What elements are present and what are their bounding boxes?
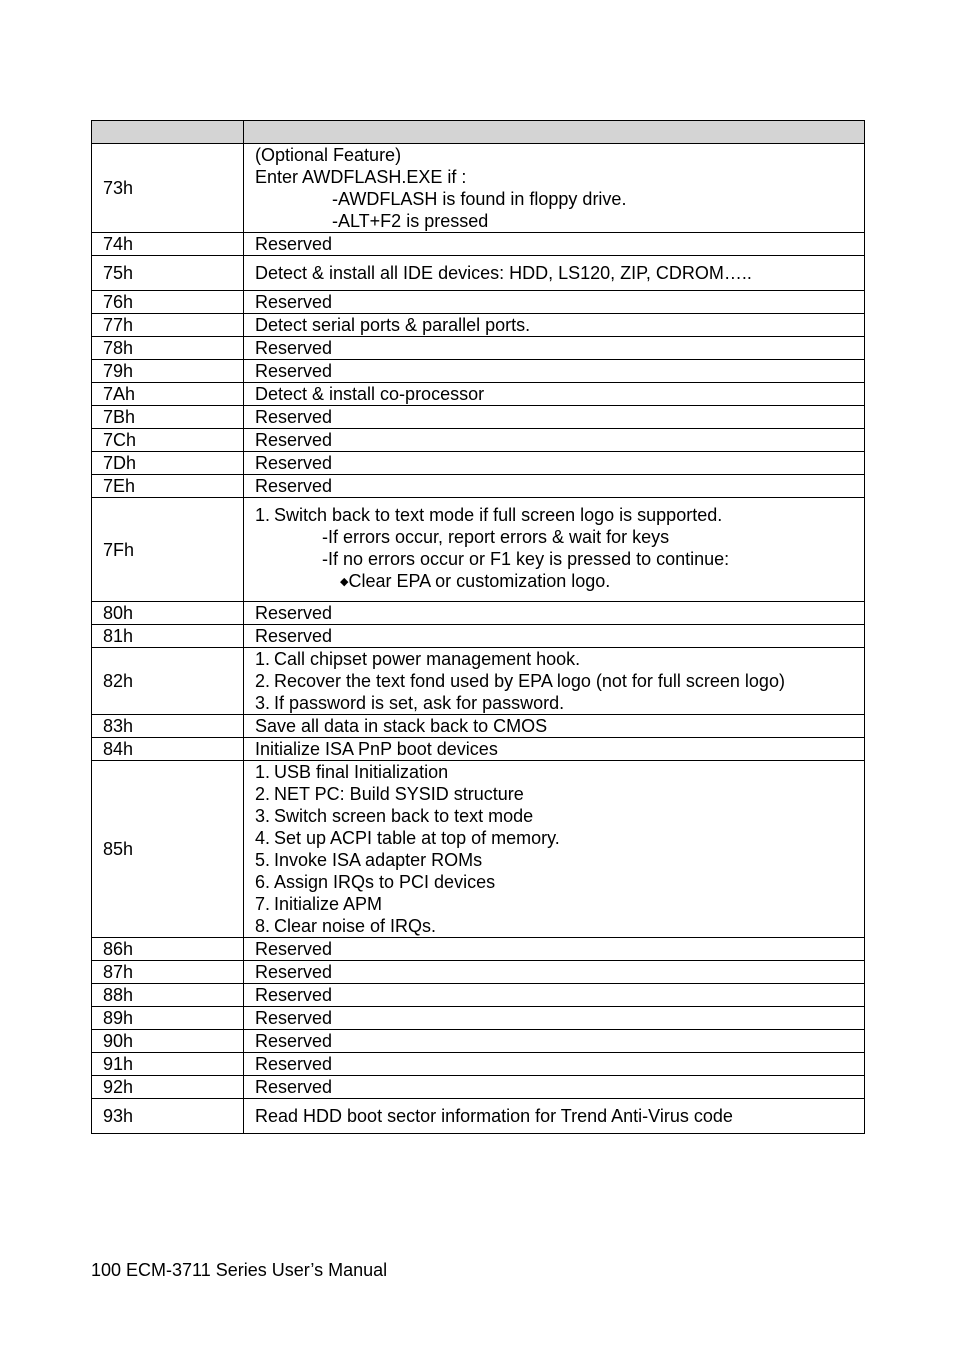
post-code-cell: 93h [92, 1099, 244, 1134]
line-text: NET PC: Build SYSID structure [274, 784, 524, 804]
description-line [255, 504, 864, 526]
table-row [92, 337, 865, 360]
line-text: Reserved [255, 603, 333, 623]
description-line [255, 337, 864, 359]
description-line [255, 783, 864, 805]
header-code [92, 121, 244, 144]
description-cell [244, 429, 865, 452]
post-code-cell: 80h [92, 602, 244, 625]
line-text: -AWDFLASH is found in floppy drive. [332, 189, 627, 209]
description-line [255, 805, 864, 827]
description-line [255, 602, 864, 624]
post-code-cell: 85h [92, 761, 244, 938]
description-line [255, 1076, 864, 1098]
description-cell [244, 314, 865, 337]
description-line [255, 233, 864, 255]
line-text: Reserved [255, 985, 333, 1005]
description-cell [244, 233, 865, 256]
post-code-cell: 7Bh [92, 406, 244, 429]
post-code-cell: 7Eh [92, 475, 244, 498]
line-text: Enter AWDFLASH.EXE if : [255, 167, 467, 187]
line-text: Reserved [255, 453, 333, 473]
description-cell [244, 1053, 865, 1076]
line-text: Reserved [255, 1008, 333, 1028]
line-text: Reserved [255, 626, 333, 646]
table-row [92, 961, 865, 984]
line-text: Detect serial ports & parallel ports. [255, 315, 531, 335]
line-text: Reserved [255, 338, 333, 358]
description-line [255, 625, 864, 647]
table-row [92, 144, 865, 233]
line-text: Initialize APM [274, 894, 383, 914]
description-line [255, 188, 864, 210]
line-text: Reserved [255, 1031, 333, 1051]
table-row [92, 648, 865, 715]
list-number: 2. [255, 671, 271, 691]
post-code-cell: 78h [92, 337, 244, 360]
line-text: If password is set, ask for password. [274, 693, 565, 713]
list-number: 1. [255, 762, 271, 782]
post-code-cell: 76h [92, 291, 244, 314]
description-cell [244, 406, 865, 429]
description-cell [244, 715, 865, 738]
line-text: Reserved [255, 1054, 333, 1074]
description-cell [244, 360, 865, 383]
line-text: Reserved [255, 234, 333, 254]
description-cell [244, 1007, 865, 1030]
line-text: Read HDD boot sector information for Trend Anti-Virus code [255, 1106, 733, 1126]
table-row [92, 383, 865, 406]
line-text: USB final Initialization [274, 762, 449, 782]
table-row [92, 429, 865, 452]
line-text: Invoke ISA adapter ROMs [274, 850, 483, 870]
description-line [255, 291, 864, 313]
description-line [255, 1053, 864, 1075]
line-text: Save all data in stack back to CMOS [255, 716, 548, 736]
description-line [255, 570, 864, 593]
table-row [92, 256, 865, 291]
line-text: -If no errors occur or F1 key is pressed to continue: [322, 549, 730, 569]
table-row [92, 984, 865, 1007]
table-row [92, 1030, 865, 1053]
description-line [255, 692, 864, 714]
description-cell [244, 961, 865, 984]
post-code-cell: 74h [92, 233, 244, 256]
description-cell [244, 291, 865, 314]
table-row [92, 625, 865, 648]
line-text: Clear EPA or customization logo. [348, 571, 611, 591]
description-cell [244, 648, 865, 715]
line-text: Reserved [255, 407, 333, 427]
table-row [92, 715, 865, 738]
description-line [255, 144, 864, 166]
description-cell [244, 761, 865, 938]
table-row [92, 291, 865, 314]
list-number: 1. [255, 649, 271, 669]
post-code-cell: 88h [92, 984, 244, 1007]
header-description [244, 121, 865, 144]
table-row [92, 1076, 865, 1099]
list-number: 8. [255, 916, 271, 936]
description-line [255, 648, 864, 670]
table-header-row [92, 121, 865, 144]
description-line [255, 406, 864, 428]
line-text: Reserved [255, 292, 333, 312]
description-line [255, 383, 864, 405]
line-text: Set up ACPI table at top of memory. [274, 828, 560, 848]
line-text: Reserved [255, 1077, 333, 1097]
line-text: Detect & install all IDE devices: HDD, LS120, ZIP, CDROM….. [255, 263, 752, 283]
description-cell [244, 1030, 865, 1053]
line-text: Detect & install co-processor [255, 384, 485, 404]
post-code-cell: 73h [92, 144, 244, 233]
post-code-cell: 92h [92, 1076, 244, 1099]
description-cell [244, 452, 865, 475]
post-code-cell: 84h [92, 738, 244, 761]
post-code-cell: 90h [92, 1030, 244, 1053]
post-code-cell: 87h [92, 961, 244, 984]
description-cell [244, 738, 865, 761]
list-number: 6. [255, 872, 271, 892]
post-code-cell: 7Fh [92, 498, 244, 602]
list-number: 3. [255, 806, 271, 826]
description-cell [244, 625, 865, 648]
table-row [92, 602, 865, 625]
post-code-cell: 79h [92, 360, 244, 383]
line-text: Switch back to text mode if full screen logo is supported. [274, 505, 723, 525]
table-row [92, 452, 865, 475]
list-number: 4. [255, 828, 271, 848]
description-cell [244, 1076, 865, 1099]
description-line [255, 670, 864, 692]
post-code-cell: 7Dh [92, 452, 244, 475]
line-text: Recover the text fond used by EPA logo (not for full screen logo) [274, 671, 785, 691]
description-line [255, 548, 864, 570]
line-text: Reserved [255, 361, 333, 381]
description-line [255, 166, 864, 188]
description-cell [244, 256, 865, 291]
description-cell [244, 475, 865, 498]
table-row [92, 1053, 865, 1076]
table-row [92, 498, 865, 602]
page-footer: 100 ECM-3711 Series User’s Manual [91, 1260, 388, 1280]
post-code-cell: 86h [92, 938, 244, 961]
post-code-table [91, 120, 865, 1134]
description-line [255, 210, 864, 232]
description-line [255, 915, 864, 937]
line-text: Reserved [255, 476, 333, 496]
description-line [255, 452, 864, 474]
post-code-cell: 89h [92, 1007, 244, 1030]
post-code-cell: 7Ch [92, 429, 244, 452]
description-line [255, 1030, 864, 1052]
description-cell [244, 984, 865, 1007]
description-line [255, 429, 864, 451]
list-number: 1. [255, 505, 271, 525]
description-cell [244, 938, 865, 961]
description-line [255, 314, 864, 336]
table-row [92, 475, 865, 498]
description-line [255, 984, 864, 1006]
line-text: Reserved [255, 962, 333, 982]
post-code-cell: 81h [92, 625, 244, 648]
line-text: Reserved [255, 430, 333, 450]
description-line [255, 871, 864, 893]
table-row [92, 406, 865, 429]
description-cell [244, 144, 865, 233]
line-text: Assign IRQs to PCI devices [274, 872, 496, 892]
post-code-cell: 82h [92, 648, 244, 715]
line-text: Clear noise of IRQs. [274, 916, 437, 936]
post-code-cell: 7Ah [92, 383, 244, 406]
description-line [255, 738, 864, 760]
table-row [92, 738, 865, 761]
line-text: Call chipset power management hook. [274, 649, 581, 669]
description-line [255, 961, 864, 983]
description-line [255, 893, 864, 915]
list-number: 2. [255, 784, 271, 804]
description-line [255, 715, 864, 737]
description-line [255, 849, 864, 871]
line-text: Initialize ISA PnP boot devices [255, 739, 498, 759]
description-line [255, 938, 864, 960]
table-row [92, 938, 865, 961]
post-code-cell: 83h [92, 715, 244, 738]
description-cell [244, 337, 865, 360]
line-text: Switch screen back to text mode [274, 806, 534, 826]
description-line [255, 1105, 864, 1127]
description-line [255, 761, 864, 783]
description-cell [244, 498, 865, 602]
description-line [255, 1007, 864, 1029]
description-line [255, 526, 864, 548]
post-code-cell: 75h [92, 256, 244, 291]
description-line [255, 475, 864, 497]
line-text: (Optional Feature) [255, 145, 402, 165]
description-cell [244, 383, 865, 406]
diamond-bullet-icon: ◆ [340, 576, 349, 588]
description-line [255, 827, 864, 849]
table-row [92, 314, 865, 337]
list-number: 7. [255, 894, 271, 914]
list-number: 3. [255, 693, 271, 713]
post-code-cell: 77h [92, 314, 244, 337]
line-text: -If errors occur, report errors & wait for keys [322, 527, 670, 547]
table-row [92, 761, 865, 938]
list-number: 5. [255, 850, 271, 870]
description-line [255, 262, 864, 284]
table-row [92, 233, 865, 256]
description-cell [244, 1099, 865, 1134]
table-row [92, 1007, 865, 1030]
table-row [92, 1099, 865, 1134]
description-cell [244, 602, 865, 625]
post-code-cell: 91h [92, 1053, 244, 1076]
table-row [92, 360, 865, 383]
line-text: -ALT+F2 is pressed [332, 211, 489, 231]
description-line [255, 360, 864, 382]
line-text: Reserved [255, 939, 333, 959]
